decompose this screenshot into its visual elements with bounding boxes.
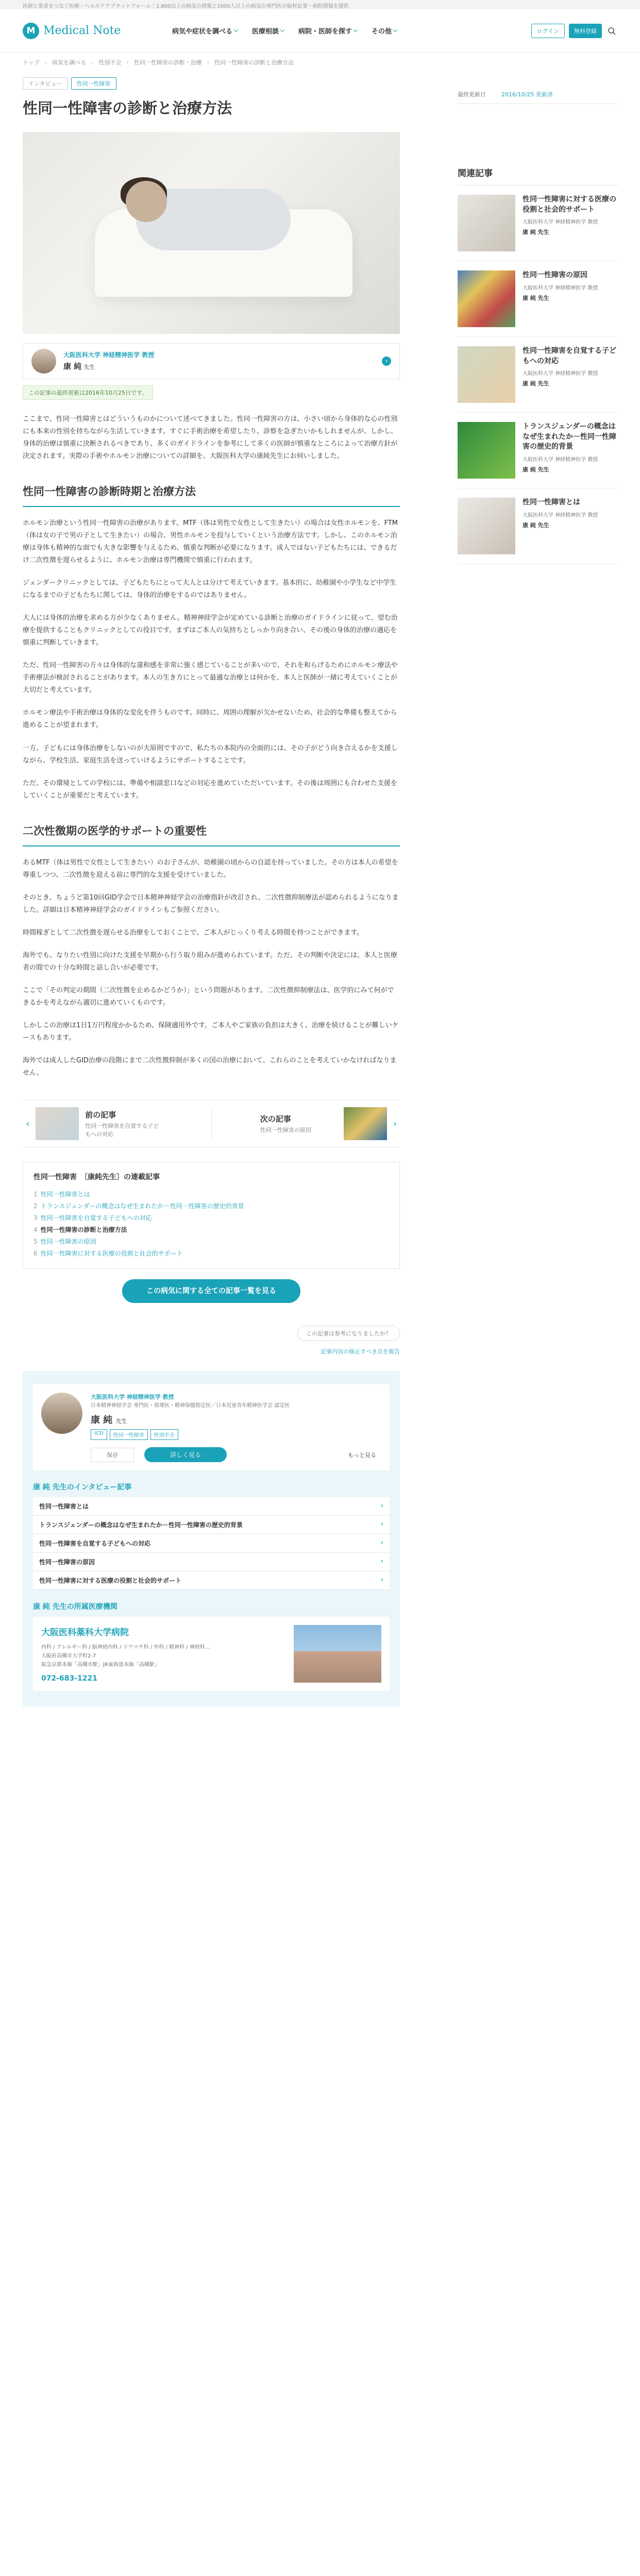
- interview-item[interactable]: 性同一性障害を自覚する子どもへの対応 ›: [33, 1534, 390, 1553]
- article-pager: [23, 1100, 400, 1147]
- chevron-right-icon[interactable]: ›: [382, 357, 391, 366]
- all-articles-button[interactable]: この病気に関する全ての記事一覧を見る: [122, 1279, 300, 1303]
- site-header: [0, 9, 640, 53]
- sidebar-update-date: 2016/10/25 更新済: [501, 91, 553, 98]
- series-item-current: 4 性同一性障害の診断と治療方法: [33, 1226, 127, 1234]
- paragraph: ここで「その判定の期間（二次性徴を止めるかどうか）」という問題があります。二次性徴抑制療法は、医学的にみて何ができるかを考えながら適切に進めていくものです。: [23, 987, 394, 1007]
- avatar: [31, 349, 56, 374]
- article: [23, 72, 400, 1706]
- interviews-title: 康 純 先生のインタビュー記事: [33, 1483, 132, 1492]
- prev-article-thumbnail: [36, 1107, 79, 1140]
- paragraph: ホルモン治療という性同一性障害の治療があります。MTF（体は男性で女性として生きたい）の場合は女性ホルモンを、FTM（体は女の子で男の子として生きたい）の場合、男性ホルモンを投与していくという治療方法です。しかし、このホルモン治療は身体も精神的な面でも大きな影響を与えるため、慎重な判断が必要になります。成人ではない子どもたちには、できるだけ二次性徴を遅らせるように、ホルモン治療は専門機関で慎重に行われます。: [23, 519, 398, 565]
- paragraph: ジェンダークリニックとしては、子どもたちにとって大人とは分けて考えていきます。基本的に、幼稚園や小学生など中学生になるまでの子どもたちに関しては、身体的治療をするのではありません。: [23, 579, 397, 600]
- paragraph: 時間稼ぎとして二次性徴を遅らせる治療をしておくことで、ご本人がじっくり考える時間を持つことができます。: [23, 928, 364, 937]
- main-nav: [172, 26, 397, 36]
- paragraph: 海外では成人したGID治療の段階にまで二次性徴抑制が多くの国の治療において、これらのことを考えていかなければなりません。: [23, 1057, 397, 1077]
- profile-affiliation: 大阪医科大学 神経精神医学 教授: [91, 1394, 174, 1401]
- doctor-card[interactable]: [23, 343, 400, 379]
- hospital-phone[interactable]: 072-683-1221: [41, 1674, 98, 1683]
- next-article-thumbnail: [344, 1107, 387, 1140]
- profile-tag[interactable]: 性別不全: [150, 1429, 178, 1440]
- sidebar-update-label: 最終更新日: [458, 91, 486, 98]
- series-item[interactable]: 2 トランスジェンダーの概念はなぜ生まれたか－性同一性障害の歴史的背景: [33, 1202, 244, 1210]
- profile-tag[interactable]: 性同一性障害: [110, 1429, 148, 1440]
- paragraph: ただ、性同一性障害の方々は身体的な違和感を非常に強く感じていることが多いので、それを和らげるためにホルモン療法や手術療法が検討されることがあります。本人の生き方にとって最適な治療とは何かを、本人と医師が一緒に考えていくことが大切だと考えています。: [23, 662, 398, 694]
- doctor-suffix: 先生: [83, 364, 95, 371]
- hospital-name[interactable]: 大阪医科薬科大学病院: [41, 1628, 129, 1638]
- breadcrumb: トップ › 病気を調べる › 性別不全 › 性同一性障害の診断・治療 › 性同一性障害の診断と治療方法: [23, 59, 294, 66]
- section-heading: 二次性徴期の医学的サポートの重要性: [23, 823, 400, 846]
- interview-item[interactable]: 性同一性障害の原因 ›: [33, 1553, 390, 1571]
- series-box: [23, 1162, 400, 1269]
- site-logo[interactable]: [23, 23, 172, 39]
- report-link[interactable]: 記事内容の修正すべき点を報告: [321, 1348, 400, 1355]
- hospital-access: 阪急京都本線「高槻市駅」JR東海道本線「高槻駅」: [41, 1662, 160, 1668]
- sidebar-article[interactable]: トランスジェンダーの概念はなぜ生まれたか－性同一性障害の歴史的背景 大阪医科大学 神経精神医学 教授 康 純 先生: [458, 413, 618, 488]
- lead-paragraph: ここまで、性同一性障害とはどういうものかについて述べてきました。性同一性障害の方は、小さい頃から身体的な心の性別にも本来の性別を持ちながら生活していきます。すぐに手術治療を希望したり、診察を急ぎたいかもしれませんが、しかし、身体的治療は慎重に決断されるべきであり、多くのガイドラインを参考にして多くの医師が慎重なところによって治療方針が決定されます。実際の手術やホルモン治療についての詳細を、大阪医科大学の康純先生にお伺いしました。: [23, 415, 398, 460]
- sidebar: [458, 90, 618, 564]
- more-link[interactable]: もっと見る: [348, 1451, 376, 1459]
- section-heading: 性同一性障害の診断時期と治療方法: [23, 483, 400, 507]
- interview-item[interactable]: 性同一性障害に対する医療の役割と社会的サポート ›: [33, 1571, 390, 1590]
- sidebar-article-thumbnail: [458, 498, 515, 554]
- logo-icon: M: [23, 23, 39, 39]
- hospital-image: [294, 1625, 381, 1683]
- breadcrumb-item[interactable]: 病気を調べる: [52, 59, 87, 66]
- interview-item[interactable]: 性同一性障害とは ›: [33, 1497, 390, 1516]
- login-button[interactable]: ログイン: [531, 24, 565, 38]
- paragraph: 一方、子どもには身体治療をしないのが大原則ですので、私たちの本院内の全面的には、その子がどう向き合えるかを支援しながら、学校生活、家庭生活を送っていけるようにサポートすることです。: [23, 744, 398, 765]
- prev-article-link[interactable]: [23, 1107, 211, 1140]
- hospital-card[interactable]: [33, 1617, 390, 1691]
- series-item[interactable]: 3 性同一性障害を自覚する子どもへの対応: [33, 1214, 152, 1222]
- profile-detail-button[interactable]: 詳しく見る: [144, 1447, 227, 1462]
- paragraph: そのとき、ちょうど第10回GID学会で日本精神神経学会の治療指針が改訂され、二次性徴抑制療法が認められるようになりました。詳細は日本精神神経学会のガイドラインもご参照ください。: [23, 893, 399, 914]
- sidebar-article-thumbnail: [458, 346, 515, 403]
- signup-button[interactable]: 無料登録: [569, 24, 602, 38]
- update-notice: この記事の最終更新は2016年10月25日です。: [23, 385, 153, 400]
- avatar: [41, 1393, 82, 1434]
- paragraph: ホルモン療法や手術治療は身体的な変化を伴うものです。同時に、周囲の理解が欠かせないため、社会的な準備も整えてから進めることが望まれます。: [23, 709, 397, 730]
- series-item[interactable]: 5 性同一性障害の原因: [33, 1238, 96, 1246]
- profile-tag[interactable]: ICD: [91, 1429, 107, 1440]
- breadcrumb-item[interactable]: トップ: [23, 59, 40, 66]
- chevron-right-icon: ›: [393, 1118, 397, 1129]
- prev-label: 前の記事: [85, 1110, 116, 1120]
- next-label: 次の記事: [260, 1114, 291, 1124]
- sidebar-article-thumbnail: [458, 195, 515, 251]
- sidebar-article[interactable]: 性同一性障害とは 大阪医科大学 神経精神医学 教授 康 純 先生: [458, 488, 618, 564]
- nav-diseases[interactable]: 病気や症状を調べる: [172, 26, 238, 36]
- series-item[interactable]: 6 性同一性障害に対する医療の役割と社会的サポート: [33, 1250, 183, 1258]
- save-button[interactable]: 保存: [91, 1448, 134, 1462]
- prev-title: 性同一性障害を自覚する子どもへの対応: [85, 1123, 159, 1138]
- tag-interview[interactable]: インタビュー: [23, 77, 68, 90]
- paragraph: ただ、その環境としての学校には、準備や相談窓口などの対応を進めていただいています。その後は周囲にも合わせた支援をしていくことが重要だと考えています。: [23, 779, 397, 800]
- series-title: 性同一性障害 〔康純先生〕の連載記事: [33, 1173, 160, 1182]
- page-title: 性同一性障害の診断と治療方法: [23, 99, 232, 117]
- series-item[interactable]: 1 性同一性障害とは: [33, 1191, 90, 1198]
- paragraph: しかしこの治療は1日1万円程度かかるため、保険適用外です。ご本人やご家族の負担は大きく、治療を続けることが難しいケースもあります。: [23, 1022, 399, 1042]
- search-icon[interactable]: [606, 25, 617, 37]
- profile-suffix: 先生: [115, 1418, 127, 1425]
- sidebar-article-thumbnail: [458, 270, 515, 327]
- breadcrumb-item: 性同一性障害の診断と治療方法: [214, 59, 294, 66]
- paragraph: 海外でも、なりたい性別に向けた支援を早期から行う取り組みが進められています。ただ、その判断や決定には、本人と医療者の間での十分な時間と話し合いが必要です。: [23, 951, 397, 972]
- hero-image: [23, 132, 400, 334]
- doctor-profile: [23, 1371, 400, 1706]
- hospital-address: 大阪府高槻市大学町2-7: [41, 1653, 96, 1659]
- sidebar-title: 関連記事: [458, 166, 618, 185]
- next-article-link[interactable]: [211, 1107, 400, 1140]
- helpful-button[interactable]: この記事は参考になりましたか？: [297, 1326, 400, 1341]
- sidebar-article[interactable]: 性同一性障害を自覚する子どもへの対応 大阪医科大学 神経精神医学 教授 康 純 先生: [458, 337, 618, 413]
- breadcrumb-item[interactable]: 性別不全: [98, 59, 122, 66]
- nav-consult[interactable]: 医療相談: [252, 26, 284, 36]
- hospital-title: 康 純 先生の所属医療機関: [33, 1603, 117, 1612]
- doctor-affiliation: 大阪医科大学 神経精神医学 教授: [63, 351, 155, 359]
- next-title: 性同一性障害の原因: [260, 1127, 311, 1134]
- chevron-left-icon: ‹: [26, 1118, 30, 1129]
- sidebar-article-thumbnail: [458, 422, 515, 479]
- top-info-bar: 医師と患者をつなぐ医療・ヘルスケアプラットフォーム｜1,800以上の病気の情報と1000人以上の病気の専門医が取材記事・病院情報を提供: [0, 0, 640, 9]
- sidebar-article[interactable]: 性同一性障害に対する医療の役割と社会的サポート 大阪医科大学 神経精神医学 教授 康 純 先生: [458, 185, 618, 261]
- profile-positions: 日本精神神経学会 専門医・指導医・精神保健指定医／日本児童青年精神医学会 認定医: [91, 1403, 290, 1409]
- tag-disease[interactable]: 性同一性障害: [71, 77, 116, 90]
- paragraph: 大人には身体的治療を求める方が少なくありません。精神神経学会が定めている診断と治療のガイドラインに従って、望む治療を提供することもクリニックとしての役目です。まずはご本人の気持ちとしっかり向き合い、その後の身体的治療の適応を慎重に判断していきます。: [23, 614, 398, 647]
- doctor-name: 康 純: [63, 362, 82, 371]
- profile-name: 康 純: [91, 1415, 113, 1426]
- logo-text: Medical Note: [43, 24, 121, 37]
- interview-item[interactable]: トランスジェンダーの概念はなぜ生まれたか－性同一性障害の歴史的背景 ›: [33, 1516, 390, 1534]
- breadcrumb-item[interactable]: 性同一性障害の診断・治療: [133, 59, 202, 66]
- nav-hospitals[interactable]: 病院・医師を探す: [298, 26, 357, 36]
- sidebar-article[interactable]: 性同一性障害の原因 大阪医科大学 神経精神医学 教授 康 純 先生: [458, 261, 618, 337]
- nav-others[interactable]: その他: [372, 26, 397, 36]
- hospital-departments: 内科 / アレルギー科 / 脳神経内科 / リウマチ科 / 外科 / 精神科 / 神経科...: [41, 1645, 210, 1651]
- paragraph: あるMTF（体は男性で女性として生きたい）のお子さんが、幼稚園の頃からの自認を持っていました。その方は本人の希望を尊重しつつ、二次性徴を迎える前に専門的な支援を受けていました。: [23, 858, 398, 879]
